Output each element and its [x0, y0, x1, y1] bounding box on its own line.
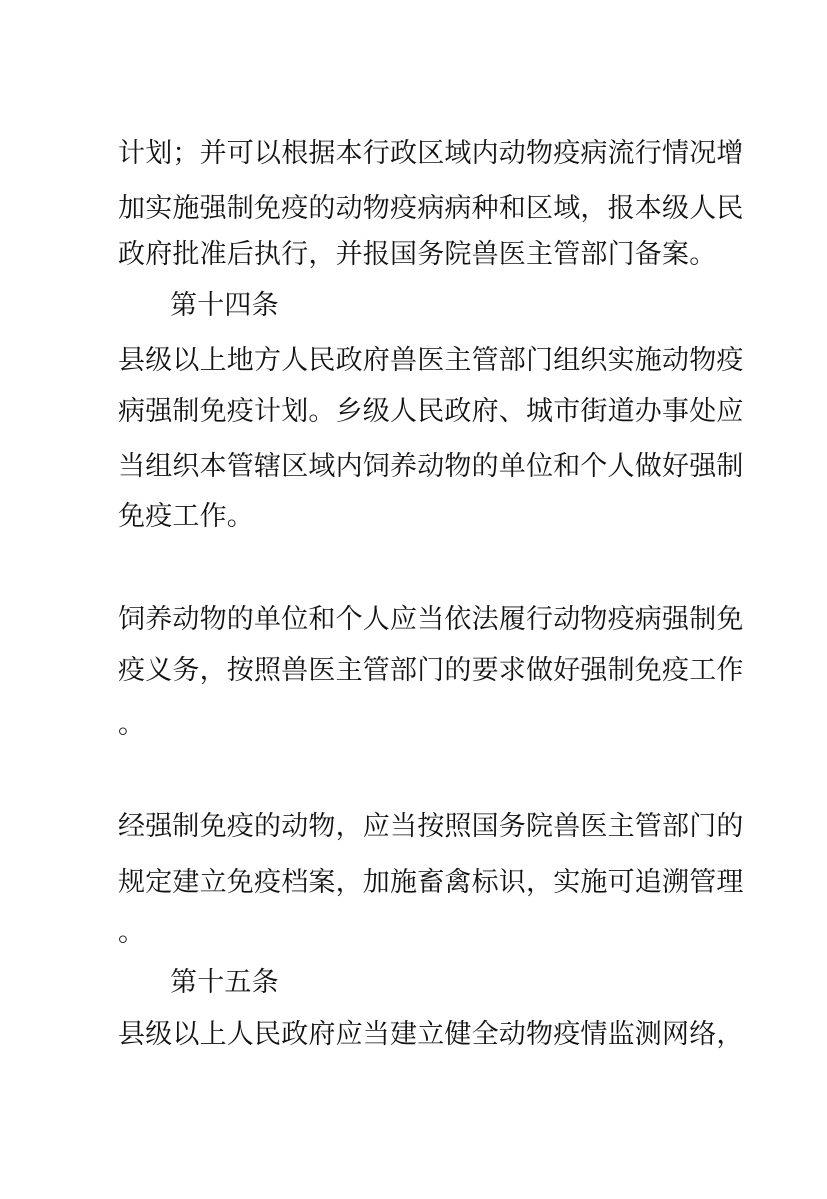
- text-line: 县级以上人民政府应当建立健全动物疫情监测网络，: [118, 1019, 744, 1050]
- text-line: 规定建立免疫档案，加施畜禽标识，实施可追溯管理: [118, 867, 744, 898]
- text-line: 计划；并可以根据本行政区域内动物疫病流行情况增: [118, 138, 744, 169]
- text-line: 饲养动物的单位和个人应当依法履行动物疫病强制免: [118, 604, 744, 635]
- article-heading: 第十五条: [170, 967, 279, 998]
- text-line: 病强制免疫计划。乡级人民政府、城市街道办事处应: [118, 396, 744, 427]
- text-line: 加实施强制免疫的动物疫病病种和区域，报本级人民: [118, 193, 744, 224]
- text-line: 县级以上地方人民政府兽医主管部门组织实施动物疫: [118, 345, 744, 376]
- text-line: 。: [118, 917, 146, 948]
- article-heading: 第十四条: [170, 290, 279, 321]
- text-line: 政府批准后执行，并报国务院兽医主管部门备案。: [118, 239, 717, 270]
- text-line: 免疫工作。: [118, 501, 254, 532]
- text-line: 。: [118, 709, 146, 740]
- text-line: 疫义务，按照兽医主管部门的要求做好强制免疫工作: [118, 655, 744, 686]
- text-line: 经强制免疫的动物，应当按照国务院兽医主管部门的: [118, 811, 744, 842]
- text-line: 当组织本管辖区域内饲养动物的单位和个人做好强制: [118, 451, 744, 482]
